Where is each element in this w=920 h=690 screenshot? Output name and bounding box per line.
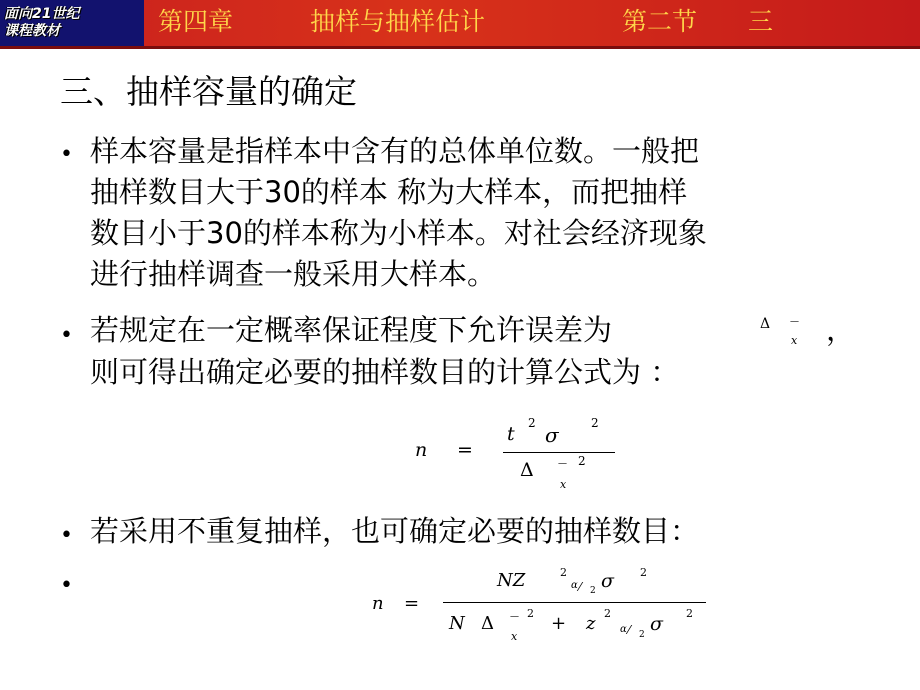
chapter-title: 抽样与抽样估计 (310, 7, 486, 36)
formula2-den-slash: ⁄ (628, 623, 631, 637)
formula2-z: z (586, 613, 596, 634)
formula2-sigma: σ (601, 570, 614, 592)
formula2-NZ: NZ (497, 570, 526, 591)
bullet-4: • (60, 573, 73, 598)
bullet-1-line-4: 进行抽样调查一般采用大样本。 (90, 257, 497, 291)
logo-line-1: 面向21世纪 (4, 6, 80, 22)
formula1-delta: Δ (520, 459, 534, 481)
formula2-den-sigma-exp: 2 (686, 607, 693, 620)
section-label: 第二节 (622, 7, 698, 36)
bullet-2-comma: ， (826, 313, 856, 347)
formula1-fraction-bar (503, 452, 615, 453)
inline-xbar-bar: — (790, 317, 799, 327)
formula2-N: N (449, 613, 465, 634)
logo-line-2: 课程教材 (4, 23, 60, 39)
formula1-sigma: σ (545, 423, 559, 447)
bullet-2: • (60, 323, 73, 348)
formula2-plus: + (551, 613, 567, 634)
section-number: 三 (748, 7, 774, 36)
slide-title: 三、抽样容量的确定 (60, 72, 357, 111)
inline-delta: Δ (760, 316, 771, 332)
formula2-den-sigma: σ (650, 613, 663, 635)
textbook-logo (0, 0, 144, 46)
formula2-z-exp: 2 (604, 607, 611, 620)
formula1-xbar-bar: — (558, 459, 567, 469)
formula1-lhs: n (415, 439, 428, 461)
formula2-alpha: α (571, 580, 578, 591)
bullet-1-line-1: 样本容量是指样本中含有的总体单位数。一般把 (90, 134, 700, 168)
bullet-2-line-2: 则可得出确定必要的抽样数目的计算公式为 ： (90, 355, 680, 389)
header-divider (0, 46, 920, 49)
formula2-den-two: 2 (639, 630, 645, 640)
chapter-label: 第四章 (158, 7, 234, 36)
formula2-two: 2 (590, 586, 596, 596)
formula2-x-subscript: x (511, 630, 518, 643)
bullet-3-text: 若采用不重复抽样，也可确定必要的抽样数目： (90, 514, 700, 548)
formula2-equals: = (404, 593, 420, 614)
formula2-xbar-bar: — (510, 612, 519, 622)
formula2-delta: Δ (481, 613, 494, 634)
formula1-t-exp: 2 (528, 416, 536, 430)
formula2-slash: ⁄ (579, 580, 582, 594)
formula1-equals: = (457, 439, 473, 461)
formula1-sigma-exp: 2 (591, 416, 599, 430)
bullet-1-line-3: 数目小于30的样本称为小样本。对社会经济现象 (90, 216, 707, 250)
formula2-delta-exp: 2 (527, 607, 534, 620)
formula2-sigma-exp: 2 (640, 566, 647, 579)
header-bar (0, 0, 920, 46)
formula1-delta-exp: 2 (578, 454, 586, 468)
formula2-NZ-exp: 2 (560, 566, 567, 579)
formula2-fraction-bar (443, 602, 706, 603)
bullet-1-line-2: 抽样数目大于30的样本 称为大样本，而把抽样 (90, 175, 688, 209)
inline-x-subscript: x (791, 334, 798, 347)
bullet-3: • (60, 523, 73, 548)
formula1-x-subscript: x (560, 478, 567, 491)
bullet-1: • (60, 142, 73, 167)
formula2-lhs: n (372, 593, 384, 614)
formula2-den-alpha: α (620, 624, 627, 635)
formula1-t: t (507, 423, 515, 445)
bullet-2-line-1: 若规定在一定概率保证程度下允许误差为 (90, 313, 613, 347)
